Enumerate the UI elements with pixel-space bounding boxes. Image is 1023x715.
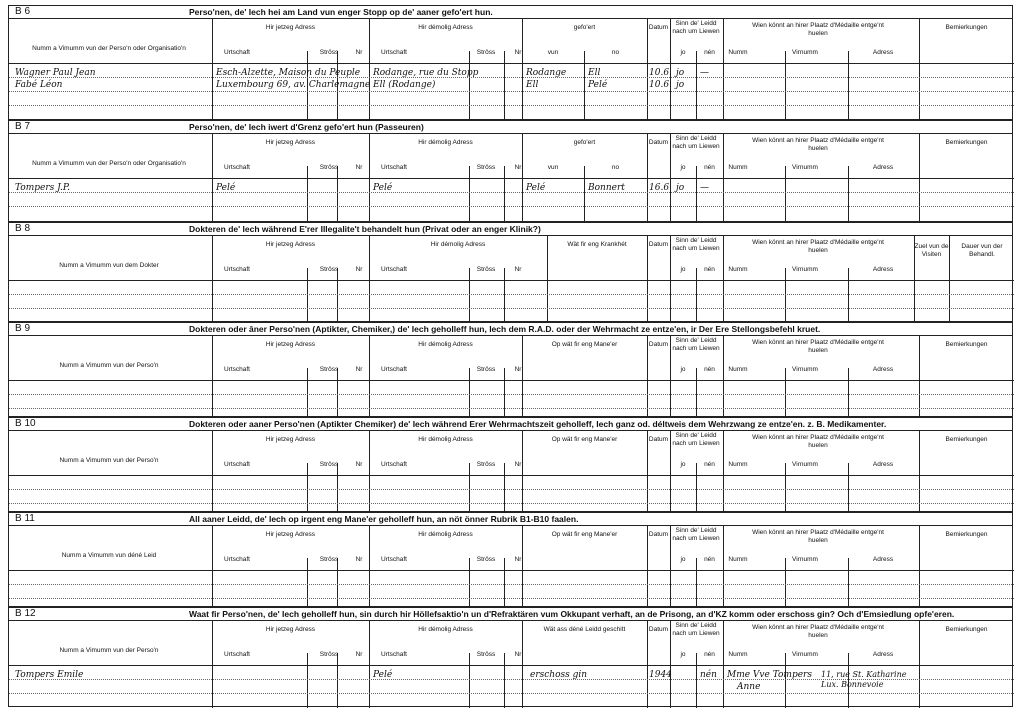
section-title-bar: [9, 608, 1012, 621]
column-divider: [307, 463, 308, 513]
section-title-bar: [9, 513, 1012, 526]
column-divider: [469, 653, 470, 708]
subheader-nr: Nr: [355, 164, 363, 171]
section-code: B 12: [15, 608, 36, 619]
column-header-remarks: Bemierkungen: [945, 436, 988, 443]
subheader-ort: Urtschaft: [380, 556, 407, 563]
row-guide: [9, 192, 1014, 193]
entry-current-address: Esch-Alzette, Maison du Peuple: [216, 68, 361, 78]
column-header-name: Numm a Vimumm vun der Perso'n: [59, 647, 159, 654]
subheader-nr: Nr: [514, 556, 522, 563]
column-divider: [469, 368, 470, 418]
column-divider: [307, 653, 308, 708]
column-divider: [785, 463, 786, 513]
subheader-firstname: Virnumm: [792, 366, 818, 373]
subheader-no: nén: [704, 651, 715, 658]
entry-name: Wagner Paul Jean: [15, 68, 96, 78]
subheader-stross: Strôss: [476, 366, 496, 373]
column-divider: [337, 558, 338, 608]
section-b11: [8, 512, 1013, 607]
row-guide: [9, 294, 1014, 295]
entry-alive-no: —: [700, 183, 709, 193]
column-divider: [469, 463, 470, 513]
subheader-ort: Urtschaft: [380, 49, 407, 56]
column-header-name: Numm a Vimumm vun déné Leid: [61, 552, 157, 559]
section-b6: [8, 5, 1013, 120]
subheader-surname: Numm: [728, 556, 748, 563]
column-divider: [307, 268, 308, 323]
subheader-yes: jo: [680, 266, 686, 273]
column-divider: [504, 51, 505, 121]
subheader-nr: Nr: [355, 266, 363, 273]
entry-to: Ell: [588, 68, 601, 78]
entry-to: Pelé: [588, 80, 608, 90]
section-title-bar: [9, 418, 1012, 431]
subheader-address: Adress: [872, 461, 894, 468]
column-header-date: Datum: [648, 24, 669, 31]
section-title-bar: [9, 121, 1012, 134]
section-title: All aaner Leidd, de' Iech op irgent eng Mane'er geholleff hun, an nöt önner Rubrik B1-B10 faalen.: [189, 514, 579, 524]
subheader-ort: Urtschaft: [223, 461, 250, 468]
column-divider: [469, 166, 470, 223]
subheader-surname: Numm: [728, 266, 748, 273]
section-title: Dokteren oder aaner Perso'nen (Aptikter Chemiker) de' Iech während Erer Wehrmachtszeit geholleff, Iech ganz od. déltweis dem Wehrzwang ze entze'en. z. B. Medikamenter.: [189, 419, 887, 429]
column-header-date: Datum: [648, 341, 669, 348]
entry-alive-yes: jo: [676, 80, 685, 90]
column-header-remarks: Bemierkungen: [945, 139, 988, 146]
column-header-remarks: Bemierkungen: [945, 24, 988, 31]
column-header-alive: Sinn de' Leidd nach um Liewen: [672, 337, 720, 352]
column-header-alive: Sinn de' Leidd nach um Liewen: [672, 20, 720, 35]
subheader-from: vun: [547, 49, 559, 56]
rule: [9, 63, 1014, 64]
subheader-no: nén: [704, 461, 715, 468]
column-divider: [785, 558, 786, 608]
column-divider: [785, 653, 786, 708]
subheader-surname: Numm: [728, 366, 748, 373]
column-header-name: Numm a Vimumm vun der Perso'n: [59, 457, 159, 464]
row-guide: [9, 105, 1014, 106]
section-code: B 11: [15, 513, 35, 524]
column-divider: [696, 463, 697, 513]
column-header-third: Wät ass déné Leidd geschitt: [543, 626, 626, 633]
column-header-current-address: Hir jetzeg Adress: [265, 139, 316, 146]
rule: [9, 475, 1014, 476]
entry-name: Tompers Emile: [15, 670, 84, 680]
column-header-remarks: Bemierkungen: [945, 341, 988, 348]
column-divider: [307, 166, 308, 223]
section-b7: [8, 120, 1013, 222]
subheader-stross: Strôss: [476, 164, 496, 171]
section-code: B 8: [15, 223, 31, 234]
column-divider: [670, 430, 671, 513]
column-divider: [696, 558, 697, 608]
entry-current-address: Luxembourg 69, av. Charlemagne: [216, 80, 371, 90]
subheader-address: Adress: [872, 49, 894, 56]
subheader-nr: Nr: [514, 366, 522, 373]
subheader-firstname: Virnumm: [792, 266, 818, 273]
column-divider: [723, 335, 724, 418]
column-header-medal: Wien könnt an hirer Plaatz d'Médaille entge'nt huelen: [752, 624, 884, 639]
subheader-stross: Strôss: [319, 366, 339, 373]
entry-current-address: Pelé: [216, 183, 236, 193]
row-guide: [9, 77, 1014, 78]
subheader-ort: Urtschaft: [223, 651, 250, 658]
column-header-remarks: Bemierkungen: [945, 531, 988, 538]
section-title-bar: [9, 223, 1012, 236]
subheader-yes: jo: [680, 366, 686, 373]
subheader-stross: Strôss: [319, 556, 339, 563]
subheader-firstname: Virnumm: [792, 49, 818, 56]
column-divider: [848, 166, 849, 223]
subheader-nr: Nr: [355, 366, 363, 373]
column-divider: [848, 268, 849, 323]
entry-from: Pelé: [526, 183, 546, 193]
column-divider: [696, 368, 697, 418]
entry-alive-yes: jo: [676, 183, 685, 193]
column-header-alive: Sinn de' Leidd nach um Liewen: [672, 527, 720, 542]
column-header-date: Datum: [648, 531, 669, 538]
column-header-remarks: Bemierkungen: [945, 626, 988, 633]
entry-medal-firstname: Anne: [737, 682, 761, 692]
column-header-third: Op wät fir eng Mane'er: [551, 436, 618, 443]
column-header-current-address: Hir jetzeg Adress: [265, 24, 316, 31]
row-guide: [9, 693, 1014, 694]
subheader-stross: Strôss: [476, 651, 496, 658]
section-title: Waat fir Perso'nen, de' Iech geholleff hun, sin durch hir Höllefsaktio'n un d'Refraktären vum Okkupant verhaft, an de Prisong, an d'KZ komm oder erschoss gin? Och d'Emsiedlung opfe'eren.: [189, 609, 955, 619]
subheader-nr: Nr: [355, 556, 363, 563]
entry-former-address: Rodange, rue du Stopp: [373, 68, 479, 78]
subheader-no: nén: [704, 366, 715, 373]
entry-former-address: Ell (Rodange): [373, 80, 436, 90]
column-header-current-address: Hir jetzeg Adress: [265, 531, 316, 538]
row-guide: [9, 206, 1014, 207]
subheader-stross: Strôss: [476, 49, 496, 56]
subheader-from: vun: [547, 164, 559, 171]
entry-former-address: Pelé: [373, 670, 393, 680]
column-header-current-address: Hir jetzeg Adress: [265, 436, 316, 443]
column-header-date: Datum: [648, 626, 669, 633]
column-divider: [696, 653, 697, 708]
subheader-nr: Nr: [514, 266, 522, 273]
row-guide: [9, 598, 1014, 599]
column-header-third: Wät fir eng Krankhét: [567, 241, 627, 248]
column-divider: [337, 166, 338, 223]
subheader-ort: Urtschaft: [223, 366, 250, 373]
column-divider: [949, 235, 950, 323]
rule: [9, 665, 1014, 666]
subheader-ort: Urtschaft: [223, 49, 250, 56]
row-guide: [9, 308, 1014, 309]
section-code: B 7: [15, 121, 31, 132]
entry-to: Bonnert: [588, 183, 625, 193]
entry-date: 10.6: [649, 80, 670, 90]
column-header-name: Numm a Vimumm vun der Perso'n: [59, 362, 159, 369]
subheader-address: Adress: [872, 651, 894, 658]
column-divider: [723, 430, 724, 513]
subheader-yes: jo: [680, 651, 686, 658]
subheader-ort: Urtschaft: [223, 164, 250, 171]
row-guide: [9, 503, 1014, 504]
column-header-medal: Wien könnt an hirer Plaatz d'Médaille entge'nt huelen: [752, 339, 884, 354]
column-header-date: Datum: [648, 436, 669, 443]
subheader-firstname: Virnumm: [792, 461, 818, 468]
subheader-surname: Numm: [728, 49, 748, 56]
column-divider: [504, 268, 505, 323]
column-divider: [504, 653, 505, 708]
subheader-ort: Urtschaft: [380, 366, 407, 373]
subheader-address: Adress: [872, 266, 894, 273]
subheader-nr: Nr: [514, 49, 522, 56]
subheader-surname: Numm: [728, 164, 748, 171]
subheader-no: nén: [704, 49, 715, 56]
column-divider: [337, 463, 338, 513]
column-header-name: Numm a Vimumm vun dem Dokter: [59, 262, 159, 269]
section-title: Perso'nen, de' Iech iwert d'Grenz gefo'ert hun (Passeuren): [189, 122, 424, 132]
column-divider: [785, 166, 786, 223]
column-header-date: Datum: [648, 241, 669, 248]
subheader-yes: jo: [680, 49, 686, 56]
subheader-nr: Nr: [355, 461, 363, 468]
rule: [9, 280, 1014, 281]
column-header-alive: Sinn de' Leidd nach um Liewen: [672, 135, 720, 150]
subheader-ort: Urtschaft: [380, 266, 407, 273]
column-header-third: gefo'ert: [573, 139, 596, 146]
column-header-medal: Wien könnt an hirer Plaatz d'Médaille entge'nt huelen: [752, 529, 884, 544]
column-header-third: gefo'ert: [573, 24, 596, 31]
column-divider: [848, 463, 849, 513]
column-divider: [504, 463, 505, 513]
section-code: B 9: [15, 323, 31, 334]
column-divider: [337, 268, 338, 323]
column-divider: [670, 525, 671, 608]
subheader-stross: Strôss: [319, 49, 339, 56]
subheader-firstname: Virnumm: [792, 651, 818, 658]
entry-alive-no: nén: [700, 670, 717, 680]
column-header-current-address: Hir jetzeg Adress: [265, 626, 316, 633]
section-title: Perso'nen, de' Iech hei am Land vun enger Stopp op de' aaner gefo'ert hun.: [189, 7, 493, 17]
column-header-medal: Wien könnt an hirer Plaatz d'Médaille entge'nt huelen: [752, 239, 884, 254]
column-divider: [848, 558, 849, 608]
subheader-stross: Strôss: [476, 556, 496, 563]
subheader-ort: Urtschaft: [380, 164, 407, 171]
subheader-yes: jo: [680, 164, 686, 171]
row-guide: [9, 394, 1014, 395]
column-header-medal: Wien könnt an hirer Plaatz d'Médaille entge'nt huelen: [752, 137, 884, 152]
column-header-alive: Sinn de' Leidd nach um Liewen: [672, 432, 720, 447]
column-divider: [504, 558, 505, 608]
entry-from: Rodange: [526, 68, 567, 78]
column-divider: [670, 335, 671, 418]
column-header-name: Numm a Vimumm vun der Perso'n oder Organisatio'n: [32, 45, 186, 52]
column-divider: [469, 268, 470, 323]
subheader-yes: jo: [680, 556, 686, 563]
column-divider: [504, 368, 505, 418]
subheader-no: nén: [704, 266, 715, 273]
subheader-nr: Nr: [514, 164, 522, 171]
subheader-stross: Strôss: [319, 461, 339, 468]
column-divider: [696, 268, 697, 323]
subheader-address: Adress: [872, 164, 894, 171]
subheader-stross: Strôss: [319, 266, 339, 273]
subheader-surname: Numm: [728, 651, 748, 658]
column-divider: [337, 653, 338, 708]
subheader-stross: Strôss: [476, 266, 496, 273]
column-divider: [469, 558, 470, 608]
column-header-former-address: Hir démolig Adress: [418, 24, 473, 31]
column-divider: [584, 166, 585, 223]
section-b8: [8, 222, 1013, 322]
subheader-nr: Nr: [355, 651, 363, 658]
subheader-ort: Urtschaft: [380, 461, 407, 468]
subheader-ort: Urtschaft: [380, 651, 407, 658]
entry-alive-no: —: [700, 68, 709, 78]
column-divider: [307, 368, 308, 418]
subheader-nr: Nr: [514, 461, 522, 468]
column-header-medal: Wien könnt an hirer Plaatz d'Médaille entge'nt huelen: [752, 434, 884, 449]
column-header-medal: Wien könnt an hirer Plaatz d'Médaille entge'nt huelen: [752, 22, 884, 37]
row-guide: [9, 91, 1014, 92]
column-header-current-address: Hir jetzeg Adress: [265, 341, 316, 348]
entry-name: Tompers J.P.: [15, 183, 70, 193]
subheader-no: nén: [704, 556, 715, 563]
subheader-ort: Urtschaft: [223, 266, 250, 273]
column-divider: [848, 51, 849, 121]
column-divider: [337, 368, 338, 418]
entry-what-happened: erschoss gin: [530, 670, 588, 680]
column-divider: [723, 235, 724, 323]
column-header-third: Op wät fir eng Mane'er: [551, 341, 618, 348]
column-header-former-address: Hir démolig Adress: [418, 436, 473, 443]
row-guide: [9, 584, 1014, 585]
entry-medal-name: Mme Vve Tompers: [727, 670, 812, 680]
subheader-firstname: Virnumm: [792, 164, 818, 171]
column-divider: [469, 51, 470, 121]
column-header-visits: Zuel vun de Visiten: [914, 243, 949, 258]
subheader-no: nén: [704, 164, 715, 171]
section-title-bar: [9, 6, 1012, 19]
entry-medal-address: 11, rue St. Katharine Lux. Bonnevoie: [821, 670, 907, 689]
section-b9: [8, 322, 1013, 417]
subheader-yes: jo: [680, 461, 686, 468]
subheader-stross: Strôss: [476, 461, 496, 468]
section-code: B 6: [15, 6, 31, 17]
entry-date: 1944: [649, 670, 672, 680]
subheader-address: Adress: [872, 366, 894, 373]
section-code: B 10: [15, 418, 36, 429]
column-divider: [723, 525, 724, 608]
subheader-to: no: [611, 164, 620, 171]
column-divider: [723, 620, 724, 708]
column-header-former-address: Hir démolig Adress: [418, 139, 473, 146]
section-b12: [8, 607, 1013, 707]
column-divider: [848, 368, 849, 418]
rule: [9, 178, 1014, 179]
column-divider: [696, 166, 697, 223]
column-divider: [785, 268, 786, 323]
column-divider: [785, 368, 786, 418]
entry-alive-yes: jo: [676, 68, 685, 78]
section-title: Dokteren de' Iech während E'rer Illegalite't behandelt hun (Privat oder an enger Klinik?): [189, 224, 541, 234]
subheader-ort: Urtschaft: [223, 556, 250, 563]
column-header-current-address: Hir jetzeg Adress: [265, 241, 316, 248]
subheader-nr: Nr: [514, 651, 522, 658]
column-divider: [307, 558, 308, 608]
column-divider: [670, 620, 671, 708]
section-title: Dokteren oder âner Perso'nen (Aptikter, Chemiker,) de' Iech geholleff hun, Iech dem R.A.D. oder der Wehrmacht ze entze'en, ir Der Ere Stellongsbefehl kruet.: [189, 324, 821, 334]
column-header-alive: Sinn de' Leidd nach um Liewen: [672, 622, 720, 637]
subheader-stross: Strôss: [319, 164, 339, 171]
row-guide: [9, 489, 1014, 490]
column-divider: [504, 166, 505, 223]
column-header-former-address: Hir démolig Adress: [418, 531, 473, 538]
entry-date: 10.6.: [649, 68, 672, 78]
column-divider: [584, 51, 585, 121]
subheader-firstname: Virnumm: [792, 556, 818, 563]
subheader-address: Adress: [872, 556, 894, 563]
entry-date: 16.6: [649, 183, 670, 193]
column-header-date: Datum: [648, 139, 669, 146]
section-b10: [8, 417, 1013, 512]
column-header-former-address: Hir démolig Adress: [418, 626, 473, 633]
entry-name: Fabé Léon: [15, 80, 63, 90]
column-divider: [696, 51, 697, 121]
row-guide: [9, 408, 1014, 409]
column-divider: [670, 235, 671, 323]
subheader-nr: Nr: [355, 49, 363, 56]
column-header-former-address: Hir démolig Adress: [418, 341, 473, 348]
subheader-to: no: [611, 49, 620, 56]
entry-from: Ell: [526, 80, 539, 90]
section-title-bar: [9, 323, 1012, 336]
column-header-alive: Sinn de' Leidd nach um Liewen: [672, 237, 720, 252]
column-header-name: Numm a Vimumm vun der Perso'n oder Organisatio'n: [32, 160, 186, 167]
rule: [9, 380, 1014, 381]
column-header-former-address: Hir démolig Adress: [430, 241, 486, 248]
subheader-stross: Strôss: [319, 651, 339, 658]
subheader-surname: Numm: [728, 461, 748, 468]
rule: [9, 570, 1014, 571]
column-divider: [785, 51, 786, 121]
entry-former-address: Pelé: [373, 183, 393, 193]
column-header-third: Op wät fir eng Mane'er: [551, 531, 618, 538]
column-header-duration: Dauer vun der Behandl.: [961, 243, 1003, 258]
